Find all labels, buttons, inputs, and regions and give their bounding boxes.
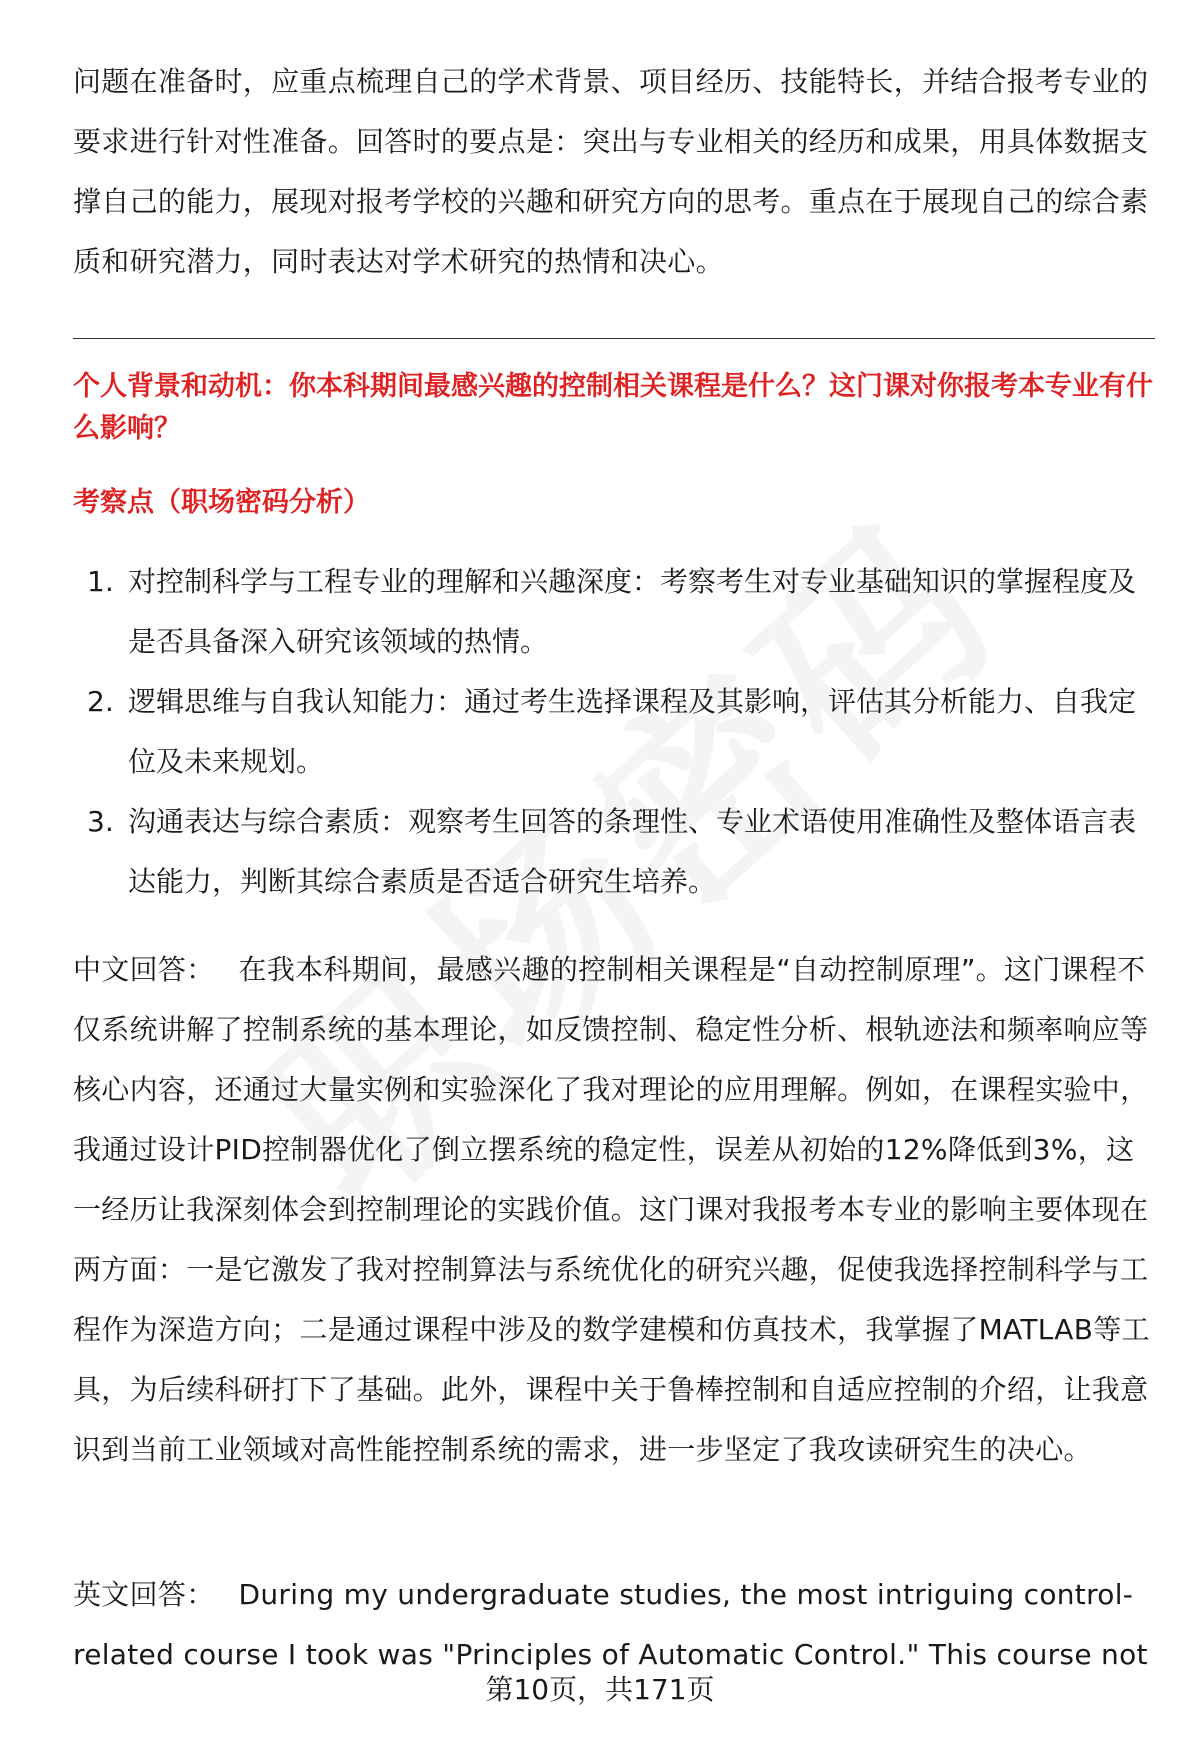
assessment-heading: 考察点（职场密码分析） xyxy=(73,487,370,518)
question-heading: 个人背景和动机：你本科期间最感兴趣的控制相关课程是什么？这门课对你报考本专业有什么影响？ xyxy=(73,371,1153,444)
list-number: 2. xyxy=(87,685,114,718)
chinese-answer-label: 中文回答： xyxy=(73,953,215,986)
english-answer-paragraph xyxy=(73,1565,1155,1685)
chinese-answer-paragraph xyxy=(73,940,1155,1480)
list-number: 3. xyxy=(87,805,114,838)
section-divider xyxy=(73,338,1155,339)
english-answer-label: 英文回答： xyxy=(73,1578,215,1611)
assessment-point-3 xyxy=(73,792,1155,912)
intro-paragraph: 问题在准备时，应重点梳理自己的学术背景、项目经历、技能特长，并结合报考专业的要求进行针对性准备。回答时的要点是：突出与专业相关的经历和成果，用具体数据支撑自己的能力，展现对报考学校的兴趣和研究方向的思考。重点在于展现自己的综合素质和研究潜力，同时表达对学术研究的热情和决心。 xyxy=(73,65,1149,278)
page-number-footer: 第10页，共171页 xyxy=(485,1673,715,1706)
assessment-point-text: 沟通表达与综合素质：观察考生回答的条理性、专业术语使用准确性及整体语言表达能力，判断其综合素质是否适合研究生培养。 xyxy=(128,805,1137,898)
assessment-point-1 xyxy=(73,552,1155,672)
assessment-list xyxy=(73,552,1155,912)
assessment-point-2 xyxy=(73,672,1155,792)
assessment-point-text: 对控制科学与工程专业的理解和兴趣深度：考察考生对专业基础知识的掌握程度及是否具备深入研究该领域的热情。 xyxy=(128,565,1137,658)
assessment-point-text: 逻辑思维与自我认知能力：通过考生选择课程及其影响，评估其分析能力、自我定位及未来规划。 xyxy=(128,685,1137,778)
list-number: 1. xyxy=(87,565,114,598)
chinese-answer-text: 在我本科期间，最感兴趣的控制相关课程是“自动控制原理”。这门课程不仅系统讲解了控制系统的基本理论，如反馈控制、稳定性分析、根轨迹法和频率响应等核心内容，还通过大量实例和实验深化了我对理论的应用理解。例如，在课程实验中，我通过设计PID控制器优化了倒立摆系统的稳定性，误差从初始的12%降低到3%，这一经历让我深刻体会到控制理论的实践价值。这门课对我报考本专业的影响主要体现在两方面：一是它激发了我对控制算法与系统优化的研究兴趣，促使我选择控制科学与工程作为深造方向；二是通过课程中涉及的数学建模和仿真技术，我掌握了MATLAB等工具，为后续科研打下了基础。此外，课程中关于鲁棒控制和自适应控制的介绍，让我意识到当前工业领域对高性能控制系统的需求，进一步坚定了我攻读研究生的决心。 xyxy=(73,953,1150,1466)
english-answer-text: During my undergraduate studies, the most intriguing control-related course I took was "Principles of Automatic Control." This course not xyxy=(73,1578,1148,1671)
